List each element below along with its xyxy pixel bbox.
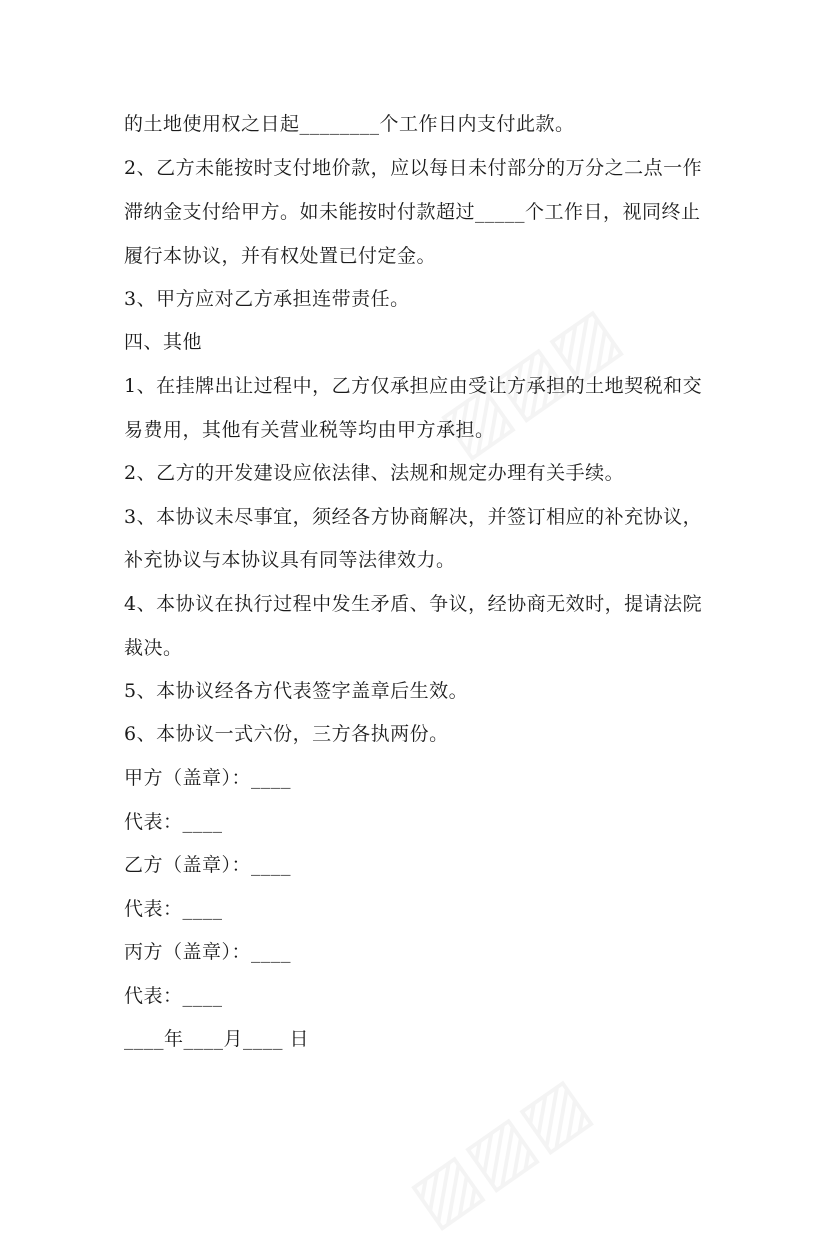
- clause-line: 滞纳金支付给甲方。如未能按时付款超过_____个工作日，视同终止: [124, 201, 701, 223]
- party-b-representative: 代表：____: [124, 898, 223, 920]
- section-heading: 四、其他: [124, 331, 203, 353]
- other-1-line: 1、在挂牌出让过程中，乙方仅承担应由受让方承担的土地契税和交: [124, 375, 703, 397]
- other-5-line: 5、本协议经各方代表签字盖章后生效。: [124, 680, 469, 702]
- other-4-line: 4、本协议在执行过程中发生矛盾、争议，经协商无效时，提请法院: [124, 593, 703, 615]
- watermark: [394, 1061, 604, 1242]
- clause-line: 裁决。: [124, 637, 183, 659]
- clause-line: 补充协议与本协议具有同等法律效力。: [124, 549, 456, 571]
- clause-2-line: 2、乙方未能按时支付地价款，应以每日未付部分的万分之二点一作: [124, 157, 703, 179]
- clause-3-line: 3、甲方应对乙方承担连带责任。: [124, 288, 410, 310]
- other-6-line: 6、本协议一式六份，三方各执两份。: [124, 723, 449, 745]
- other-2-line: 2、乙方的开发建设应依法律、法规和规定办理有关手续。: [124, 462, 625, 484]
- clause-line: 的土地使用权之日起________个工作日内支付此款。: [124, 113, 575, 135]
- party-b-seal: 乙方（盖章）：____: [124, 854, 292, 876]
- party-a-representative: 代表：____: [124, 811, 223, 833]
- signing-date: ____年____月____ 日: [124, 1028, 310, 1050]
- other-3-line: 3、本协议未尽事宜，须经各方协商解决，并签订相应的补充协议，: [124, 506, 703, 528]
- party-c-representative: 代表：____: [124, 985, 223, 1007]
- party-c-seal: 丙方（盖章）：____: [124, 941, 292, 963]
- party-a-seal: 甲方（盖章）：____: [124, 767, 292, 789]
- clause-line: 履行本协议，并有权处置已付定金。: [124, 245, 437, 267]
- clause-line: 易费用，其他有关营业税等均由甲方承担。: [124, 419, 495, 441]
